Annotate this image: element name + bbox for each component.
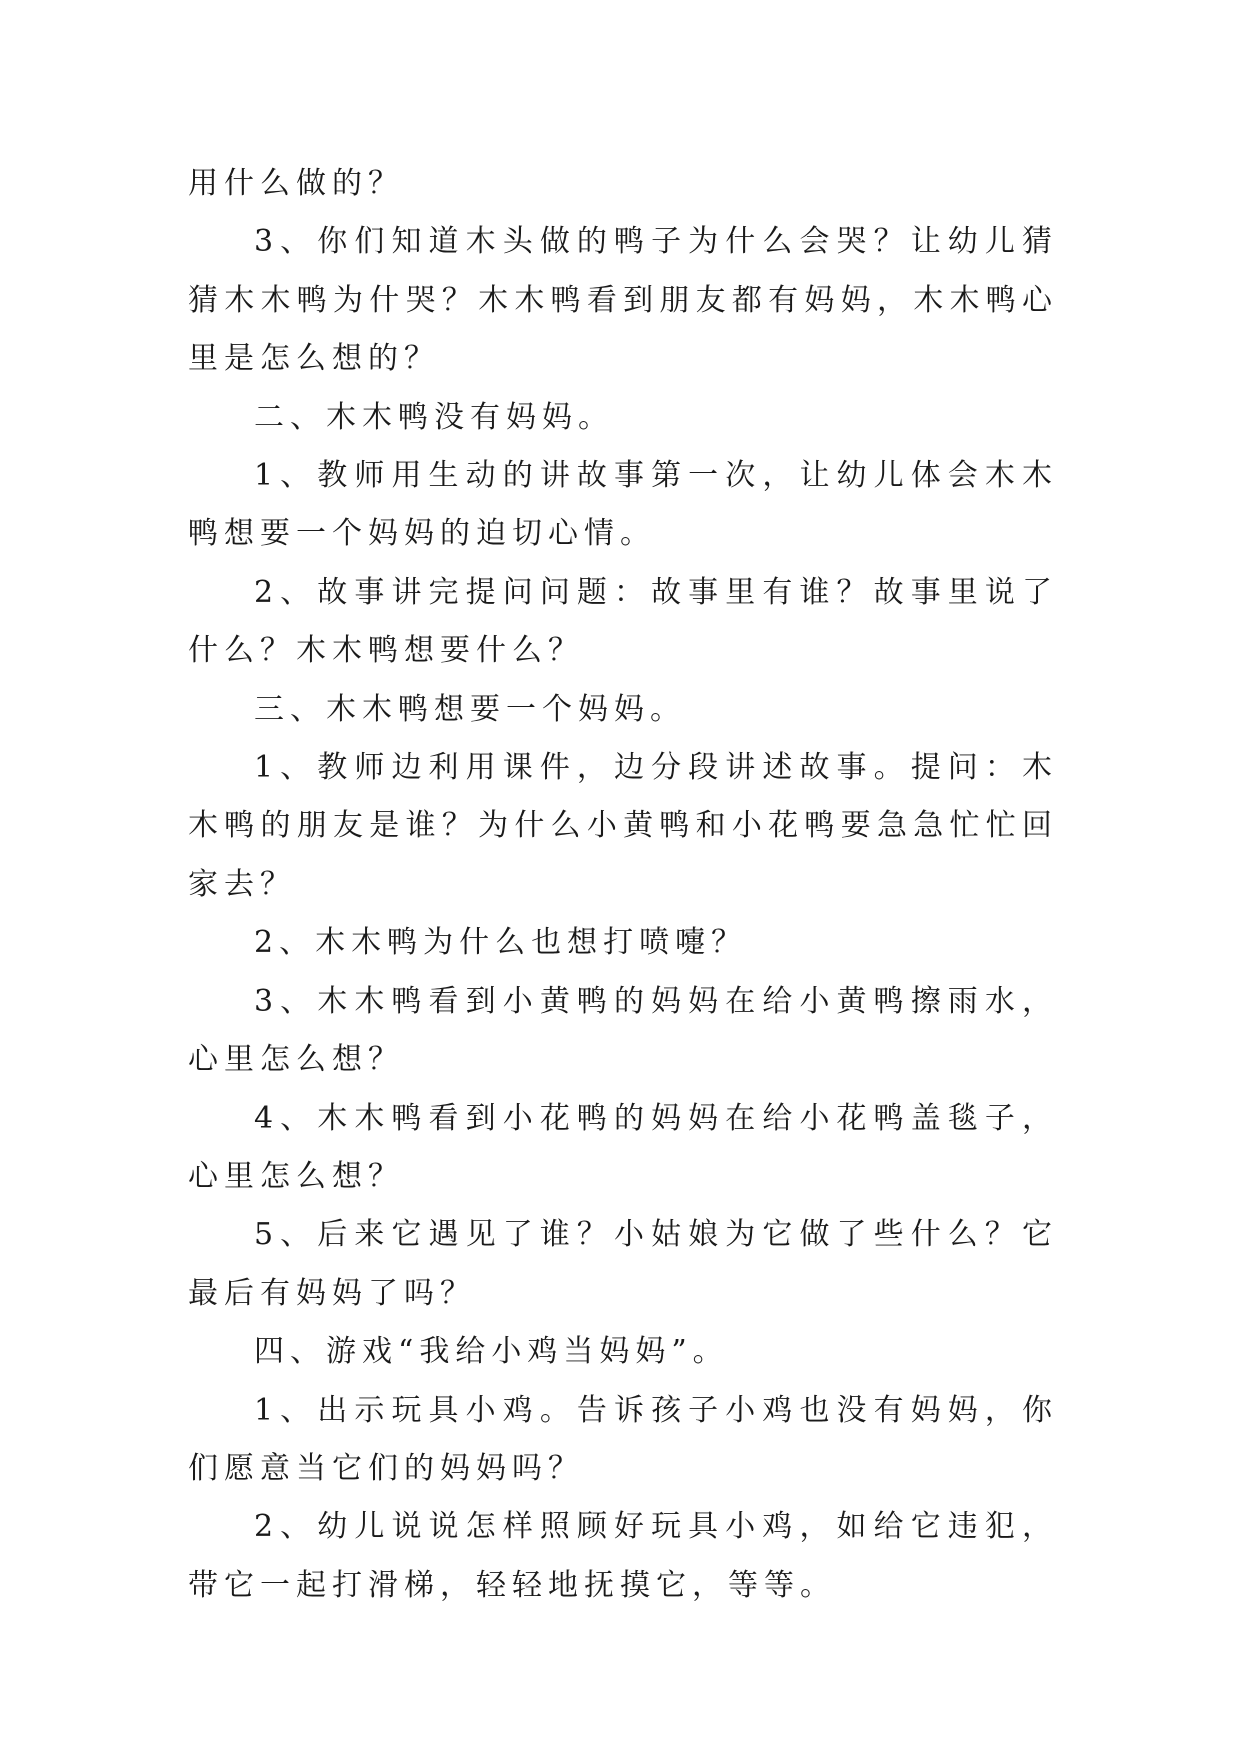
paragraph-continuation: 用什么做的？ xyxy=(188,166,404,201)
paragraph-item-2: 2、故事讲完提问问题：故事里有谁？故事里说了什么？木木鸭想要什么？ xyxy=(188,574,1058,669)
paragraph-item-3: 3、你们知道木头做的鸭子为什么会哭？让幼儿猜猜木木鸭为什哭？木木鸭看到朋友都有妈妈，木木鸭心里是怎么想的？ xyxy=(188,224,1058,377)
paragraph-item-2: 2、幼儿说说怎样照顾好玩具小鸡，如给它违犯，带它一起打滑梯，轻轻地抚摸它，等等。 xyxy=(188,1509,1058,1603)
paragraph-item-1: 1、教师边利用课件，边分段讲述故事。提问：木木鸭的朋友是谁？为什么小黄鸭和小花鸭要急急忙忙回家去？ xyxy=(188,750,1058,902)
paragraph-item-2: 2、木木鸭为什么也想打喷嚏？ xyxy=(254,925,748,961)
paragraph-item-1: 1、出示玩具小鸡。告诉孩子小鸡也没有妈妈，你们愿意当它们的妈妈吗？ xyxy=(188,1392,1058,1486)
paragraph-item-5: 5、后来它遇见了谁？小姑娘为它做了些什么？它最后有妈妈了吗？ xyxy=(188,1217,1058,1311)
document-page xyxy=(188,155,1058,1615)
section-heading-3: 三、木木鸭想要一个妈妈。 xyxy=(254,691,686,727)
section-heading-4: 四、游戏“我给小鸡当妈妈”。 xyxy=(254,1334,729,1370)
section-heading-2: 二、木木鸭没有妈妈。 xyxy=(254,399,614,435)
paragraph-item-3: 3、木木鸭看到小黄鸭的妈妈在给小黄鸭擦雨水，心里怎么想？ xyxy=(188,983,1058,1078)
paragraph-item-4: 4、木木鸭看到小花鸭的妈妈在给小花鸭盖毯子，心里怎么想？ xyxy=(188,1100,1058,1194)
paragraph-item-1: 1、教师用生动的讲故事第一次，让幼儿体会木木鸭想要一个妈妈的迫切心情。 xyxy=(188,458,1058,552)
